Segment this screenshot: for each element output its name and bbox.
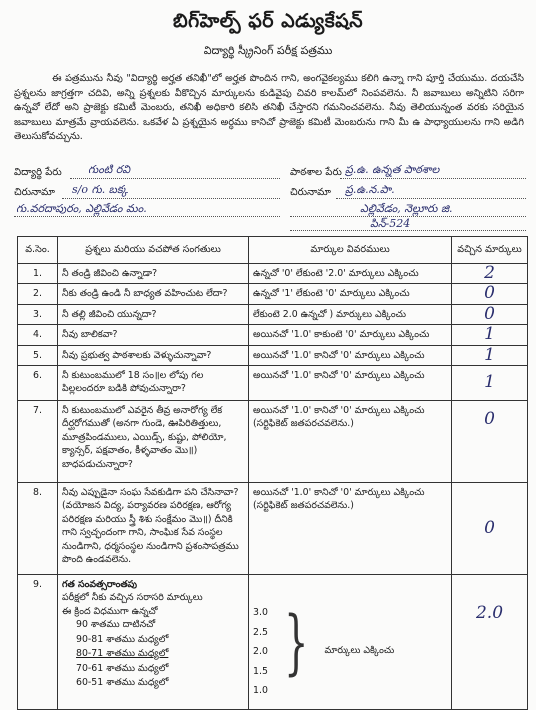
grade-range-item: 60-51 శాతము మధ్యలో bbox=[76, 677, 169, 689]
form-title: బిగ్‌హెల్ప్ ఫర్ ఎడ్యుకేషన్ bbox=[172, 10, 364, 32]
row-number: 6. bbox=[18, 366, 58, 401]
table-row-grades bbox=[18, 575, 528, 710]
school-address-field-2[interactable]: ఎల్లివేడం, నెల్లూరు జి. bbox=[360, 202, 453, 215]
grade-values bbox=[253, 583, 268, 701]
school-address-field-3[interactable]: పిన్-524 bbox=[370, 217, 411, 230]
row-score-field[interactable]: 1 bbox=[452, 366, 528, 401]
row-marks-rule: ఉన్నచో '1' లేకుంటె '0' మార్కులు ఎక్కించు bbox=[249, 284, 452, 304]
table-row bbox=[18, 401, 528, 483]
grade-range-item: 80-71 శాతము మధ్యలో bbox=[76, 648, 169, 660]
school-address-label: చిరునామా bbox=[290, 187, 331, 198]
row-marks-rule: ఉన్నచో '0' లేకుంటె '2.0' మార్కులు ఎక్కించు bbox=[249, 264, 452, 284]
student-name-label: విద్యార్థి పేరు bbox=[14, 167, 62, 178]
row-number: 1. bbox=[18, 264, 58, 284]
row-question: నీ తండ్రి జీవించి ఉన్నాడా? bbox=[58, 264, 249, 284]
grade-value: 2.0 bbox=[253, 646, 268, 658]
grades-marks-note: మార్కులు ఎక్కించు bbox=[324, 645, 395, 657]
row-marks-rule: అయినచో '1.0' కానిచో '0' మార్కులు ఎక్కించు bbox=[249, 345, 452, 365]
row-question: నీ కుటుంబములో 18 సం॥ల లోపు గల పిల్లలందరూ బడికి పోవుచున్నారా? bbox=[58, 366, 249, 401]
screening-table bbox=[17, 236, 528, 710]
grade-value: 2.5 bbox=[253, 626, 268, 638]
right-brace-icon: } bbox=[283, 601, 309, 684]
header-marks: మార్కుల వివరములు bbox=[249, 237, 452, 264]
row-question: నీ తల్లి జీవించి యున్నదా? bbox=[58, 304, 249, 324]
row-score-field[interactable]: 0 bbox=[452, 483, 528, 575]
row-score-field[interactable]: 1 bbox=[452, 325, 528, 345]
row-question: నీ కుటుంబములో ఎవరైన తీవ్ర అనారోగ్య లేక దీర్ఘరోగముతో (అనగా గుండె, ఊపిరితిత్తులు, మూత్రపిండములు, ఎయిడ్స్, కుష్టు, పోలియో, క్యాన్సర్, పక్షవాతం, కీళ్ళవాతం మొ॥) బాధపడుచున్నారా? bbox=[58, 401, 249, 483]
grade-value: 1.5 bbox=[253, 665, 268, 677]
grade-values-group bbox=[253, 578, 447, 706]
school-name-field[interactable]: ప్ర.ఉ. ఉన్నత పాఠశాల bbox=[345, 163, 440, 176]
row-question: నీకు తండ్రి ఉండి నీ బాధ్యత వహించుట లేదా? bbox=[58, 284, 249, 304]
row-score-field[interactable]: 0 bbox=[452, 284, 528, 304]
row-score-field[interactable]: 0 bbox=[452, 401, 528, 483]
grade-value: 1.0 bbox=[253, 685, 268, 697]
row-score-field[interactable]: 2 bbox=[452, 264, 528, 284]
table-row bbox=[18, 264, 528, 284]
row-marks-rule: అయినచో '1.0' కానిచో '0' మార్కులు ఎక్కించు (సర్టిఫికెట్ జతపరచవలెను.) bbox=[249, 401, 452, 483]
row-number: 8. bbox=[18, 483, 58, 575]
grade-range-item: 70-61 శాతము మధ్యలో bbox=[76, 662, 169, 674]
row-number: 2. bbox=[18, 284, 58, 304]
instructions-paragraph: ఈ పత్రమును నీవు "విద్యార్థి అర్హత తనిఖీ"లో అర్హత పొందిన గాని, అంగవైకల్యము కలిగి ఉన్నా గాని పూర్తి చేయుము. దయచేసి ప్రశ్నలను జాగ్రత్తగా చదివి, అన్ని ప్రశ్నలకు వీకొచ్చిన మార్కులను కుడివైపు చివరి కాలమ్‌లో నింపవలెను. నీ జవాబులు అన్నిటిని సరిగా ఉన్నవో లేదో అని ప్రాజెక్టు కమిటీ మెంబరు, తనిఖీ అధికారి కలిసి తనిఖీ చేస్తారని గమనించవలెను. నీవు తెలియున్నంత వరకు సరియైన జవాబులు మాత్రమే వ్రాయవలెను. ఒకవేళ ఏ ప్రశ్నయైన అర్ధము కానిచో ప్రాజెక్టు కమిటీ మెంబరును గాని మీ ఉ పాధ్యాయులను గాని అడిగి తెలుసుకోవచ్చును. bbox=[14, 73, 524, 143]
table-row bbox=[18, 325, 528, 345]
school-address-field-1[interactable]: ప్ర.ఉ.న.పా. bbox=[345, 183, 395, 196]
school-name-label: పాఠశాల పేరు bbox=[290, 167, 342, 178]
row-number: 3. bbox=[18, 304, 58, 324]
grade-value: 3.0 bbox=[253, 607, 268, 619]
grades-line-2: పరీక్షలో నీకు వచ్చిన సరాసరి మార్కులు bbox=[62, 592, 203, 604]
header-score: వచ్చిన మార్కులు bbox=[452, 237, 528, 264]
address-label: చిరునామా bbox=[14, 187, 55, 198]
form-subtitle: విద్యార్థి స్క్రీనింగ్ పరీక్ష పత్రము bbox=[203, 44, 333, 57]
row-score-field[interactable]: 2.0 bbox=[452, 575, 528, 710]
grade-ranges-list bbox=[62, 618, 244, 691]
row-marks-rule: అయినచో '1.0' కానిచో '0' మార్కులు ఎక్కించు bbox=[249, 366, 452, 401]
row-marks-rule: అయినచో '1.0' కానిచో '0' మార్కులు ఎక్కించు (సర్టిఫికెట్ జతపరచవలెను.) bbox=[249, 483, 452, 575]
row-score-field[interactable]: 0 bbox=[452, 304, 528, 324]
student-name-field[interactable]: గుంటి రవి bbox=[88, 163, 131, 176]
row-number: 4. bbox=[18, 325, 58, 345]
grade-range-item: 90-81 శాతము మధ్యలో bbox=[76, 633, 169, 645]
table-header-row bbox=[18, 237, 528, 264]
row-question bbox=[58, 575, 249, 710]
row-question: నీవు ప్రభుత్వ పాఠశాలకు వెళ్ళుచున్నావా? bbox=[58, 345, 249, 365]
address-field-1[interactable]: s/o గు. బక్క bbox=[72, 183, 128, 196]
row-number: 5. bbox=[18, 345, 58, 365]
row-marks-rule bbox=[249, 575, 452, 710]
address-field-2[interactable]: గు.వరదాపురం, ఎల్లివేడం మం. bbox=[16, 202, 147, 215]
grades-line-3: ఈ క్రింద విధముగా ఉన్నచో bbox=[62, 605, 158, 617]
table-row bbox=[18, 284, 528, 304]
row-question: నీవు బాలికవా? bbox=[58, 325, 249, 345]
row-number: 9. bbox=[18, 575, 58, 710]
row-score-field[interactable]: 1 bbox=[452, 345, 528, 365]
table-row bbox=[18, 345, 528, 365]
table-row bbox=[18, 366, 528, 401]
row-marks-rule: లేకుంటె 2.0 ఉన్నచో ) మార్కులు ఎక్కించు bbox=[249, 304, 452, 324]
table-row bbox=[18, 483, 528, 575]
header-question: ప్రశ్నలు మరియు వచపోత సంగతులు bbox=[58, 237, 249, 264]
grade-range-item: 90 శాతము దాటినచో bbox=[76, 619, 156, 631]
row-number: 7. bbox=[18, 401, 58, 483]
grades-heading: గత సంవత్సరాంతపు bbox=[62, 579, 138, 591]
table-row bbox=[18, 304, 528, 324]
row-question: నీవు ఎప్పుడైనా సంఘ సేవకుడిగా పని చేసినావా? (వయోజన విద్య, పర్యావరణ పరిరక్షణ, ఆరోగ్య పరిరక్షణ మరియు స్త్రీ శిశు సంక్షేమం మొ॥) దీనికి గాని స్వచ్ఛందంగా గాని, సాంఘిక సేవ సంస్థల నుండిగాని, ధర్మసంస్థల నుండిగాని ప్రశంసాపత్రము పొంది ఉండవలెను. bbox=[58, 483, 249, 575]
row-marks-rule: అయినచో '1.0' కాకుంటె '0' మార్కులు ఎక్కించు bbox=[249, 325, 452, 345]
header-serial: వ.సెం. bbox=[18, 237, 58, 264]
